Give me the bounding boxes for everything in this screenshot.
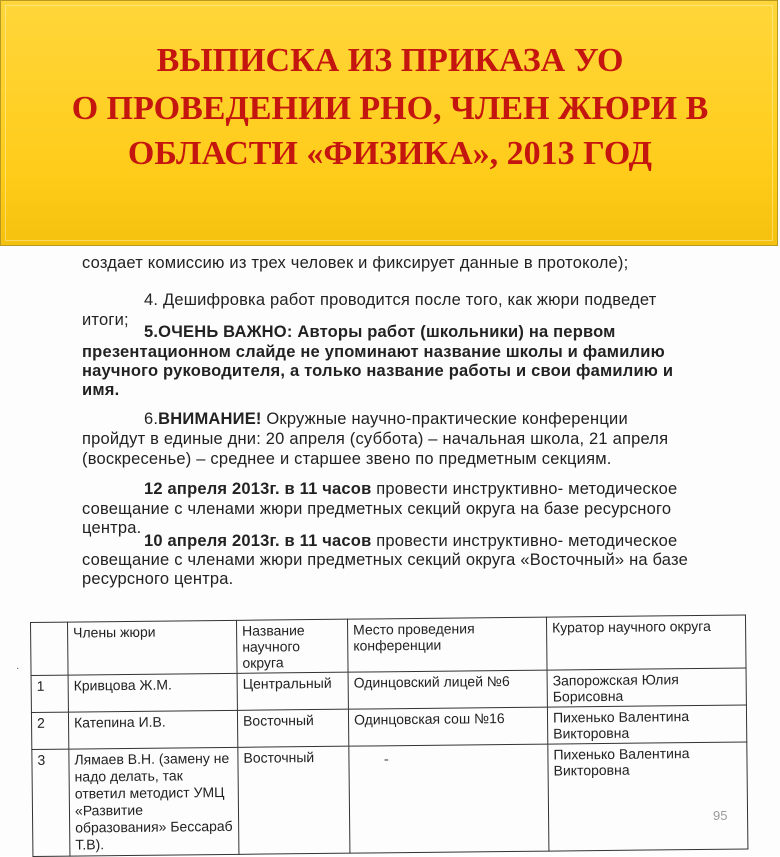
- row-member-text: Лямаев В.Н. (замену не надо делать, так ответил методист УМЦ «Развитие образования» Бессараб Т.В).: [74, 749, 233, 853]
- row-district: Восточный: [238, 746, 350, 854]
- header-place: Место проведения конференции: [347, 617, 547, 672]
- m2-line3: ресурсного центра.: [82, 570, 234, 588]
- header-num: [31, 622, 69, 675]
- m1-line1-rest: провести инструктивно- методическое: [371, 480, 678, 498]
- row-place: Одинцовская сош №16: [348, 707, 547, 746]
- p4-line2: итоги;: [82, 311, 129, 329]
- row-curator: Пихенько Валентина Викторовна: [548, 742, 748, 851]
- p5-line3: научного руководителя, а только название работы и свои фамилию и: [82, 362, 674, 380]
- table-header-row: [31, 615, 747, 675]
- m2-bold: 10 апреля 2013г. в 11 часов: [144, 532, 372, 550]
- p5-bold: ОЧЕНЬ ВАЖНО:: [158, 323, 293, 341]
- p6-line3: (воскресенье) – среднее и старшее звено по предметным секциям.: [82, 450, 612, 468]
- p5-line1: [144, 323, 616, 342]
- m1-line3: центра.: [82, 519, 142, 537]
- p6-bold: ВНИМАНИЕ!: [158, 410, 262, 428]
- table-dash-mark: -: [384, 752, 389, 767]
- m1-line2: совещание с членами жюри предметных секций округа на базе ресурсного: [82, 500, 672, 518]
- row-num: 1: [31, 675, 68, 712]
- scan-dot: ·: [16, 664, 20, 675]
- p6-line2: пройдут в единые дни: 20 апреля (суббота) – начальная школа, 21 апреля: [82, 430, 669, 448]
- m2-line2: совещание с членами жюри предметных секций округа «Восточный» на базе: [82, 551, 688, 569]
- m2-line1-rest: провести инструктивно- методическое: [371, 532, 678, 550]
- m2-line1: [144, 532, 677, 551]
- p6-line1-rest: Окружные научно-практические конференции: [261, 410, 628, 428]
- row-num: 3: [32, 749, 70, 856]
- row-district: Центральный: [237, 672, 348, 710]
- row-member: Кривцова Ж.М.: [68, 673, 237, 712]
- p5-line2: презентационном слайде не упоминают название школы и фамилию: [82, 343, 665, 361]
- row-member: [69, 747, 239, 856]
- row-district: Восточный: [237, 709, 348, 747]
- jury-table: [30, 615, 748, 857]
- p5-line4: имя.: [82, 381, 120, 399]
- m1-line1: [144, 480, 677, 499]
- title-line-2: О ПРОВЕДЕНИИ РНО, ЧЛЕН ЖЮРИ В: [71, 90, 709, 127]
- p3-line2: создает комиссию из трех человек и фиксирует данные в протоколе);: [82, 254, 629, 272]
- header-district: Название научного округа: [236, 619, 348, 673]
- row-member: Катепина И.В.: [68, 710, 237, 749]
- p6-line1: [144, 410, 628, 429]
- table-row: [32, 742, 748, 856]
- title-banner: [0, 0, 778, 246]
- title-line-3: ОБЛАСТИ «ФИЗИКА», 2013 ГОД: [127, 135, 653, 172]
- row-curator: Запорожская Юлия Борисовна: [547, 668, 746, 707]
- row-place: Одинцовский лицей №6: [348, 670, 547, 709]
- row-num: 2: [31, 712, 68, 749]
- row-curator: Пихенько Валентина Викторовна: [547, 705, 746, 744]
- header-curator: Куратор научного округа: [546, 615, 746, 670]
- p5-prefix: 5.: [144, 323, 159, 341]
- m1-bold: 12 апреля 2013г. в 11 часов: [144, 480, 372, 498]
- title-line-1: ВЫПИСКА ИЗ ПРИКАЗА УО: [156, 42, 624, 79]
- header-member: Члены жюри: [68, 620, 238, 675]
- p6-prefix: 6.: [144, 410, 159, 428]
- p4-line1: 4. Дешифровка работ проводится после того, как жюри подведет: [144, 291, 657, 309]
- page-number: 95: [713, 808, 728, 823]
- p5-line1-rest: Авторы работ (школьники) на первом: [292, 323, 616, 341]
- row-place: [349, 744, 549, 853]
